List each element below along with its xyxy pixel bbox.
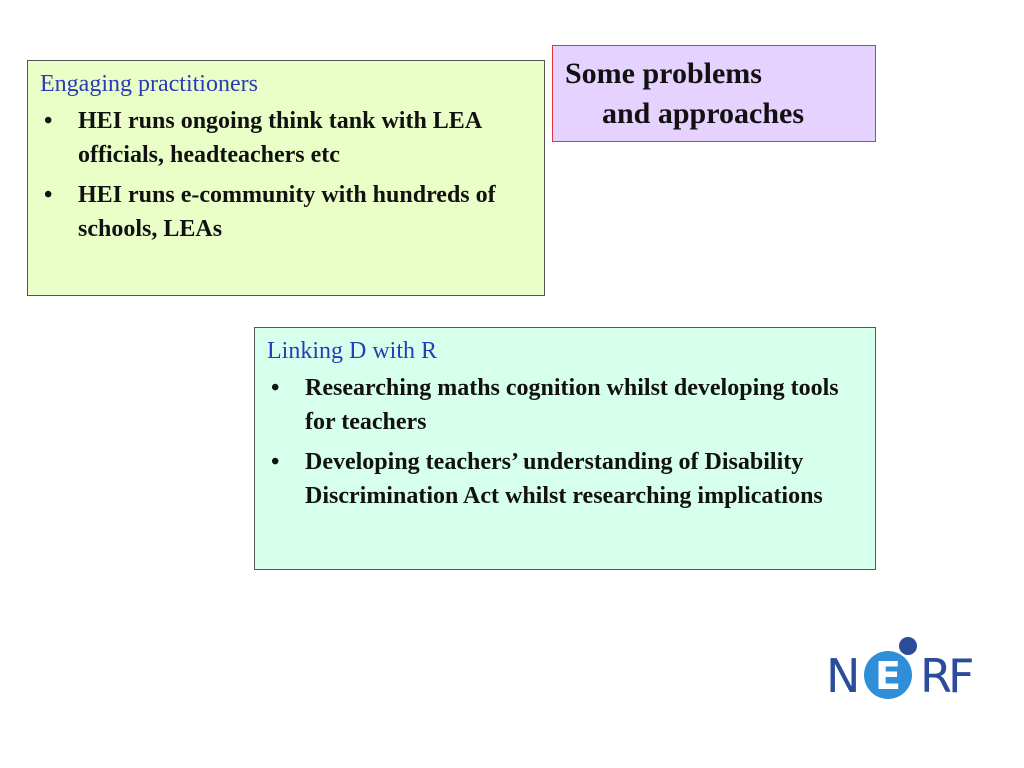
list-item: [40, 104, 532, 172]
list-item-text: Developing teachers’ understanding of Disability Discrimination Act whilst researching implications: [305, 449, 823, 509]
engaging-practitioners-box: [27, 60, 545, 296]
slide-title-box: [552, 45, 876, 142]
list-item: [40, 178, 532, 246]
list-item-text: Researching maths cognition whilst developing tools for teachers: [305, 375, 839, 435]
bullet-icon: •: [271, 449, 280, 475]
engaging-list: [40, 104, 532, 246]
logo-letter-e: E: [875, 654, 901, 698]
engaging-heading: Engaging practitioners: [40, 71, 258, 97]
logo-dot-icon: [899, 637, 917, 655]
linking-list: [267, 371, 863, 513]
logo-letter-f: F: [948, 649, 975, 703]
bullet-icon: •: [44, 108, 53, 134]
list-item-text: HEI runs ongoing think tank with LEA officials, headteachers etc: [78, 108, 481, 168]
list-item-text: HEI runs e-community with hundreds of schools, LEAs: [78, 182, 496, 242]
slide-title-line1: Some problems: [565, 57, 762, 90]
slide-title-line2: and approaches: [602, 97, 805, 130]
linking-d-with-r-box: [254, 327, 876, 570]
nerf-logo: [824, 632, 976, 710]
linking-heading: Linking D with R: [267, 338, 438, 364]
logo-letter-n: N: [826, 649, 861, 703]
list-item: [267, 445, 863, 513]
bullet-icon: •: [44, 182, 53, 208]
bullet-icon: •: [271, 375, 280, 401]
list-item: [267, 371, 863, 439]
logo-letter-r: R: [920, 649, 952, 703]
